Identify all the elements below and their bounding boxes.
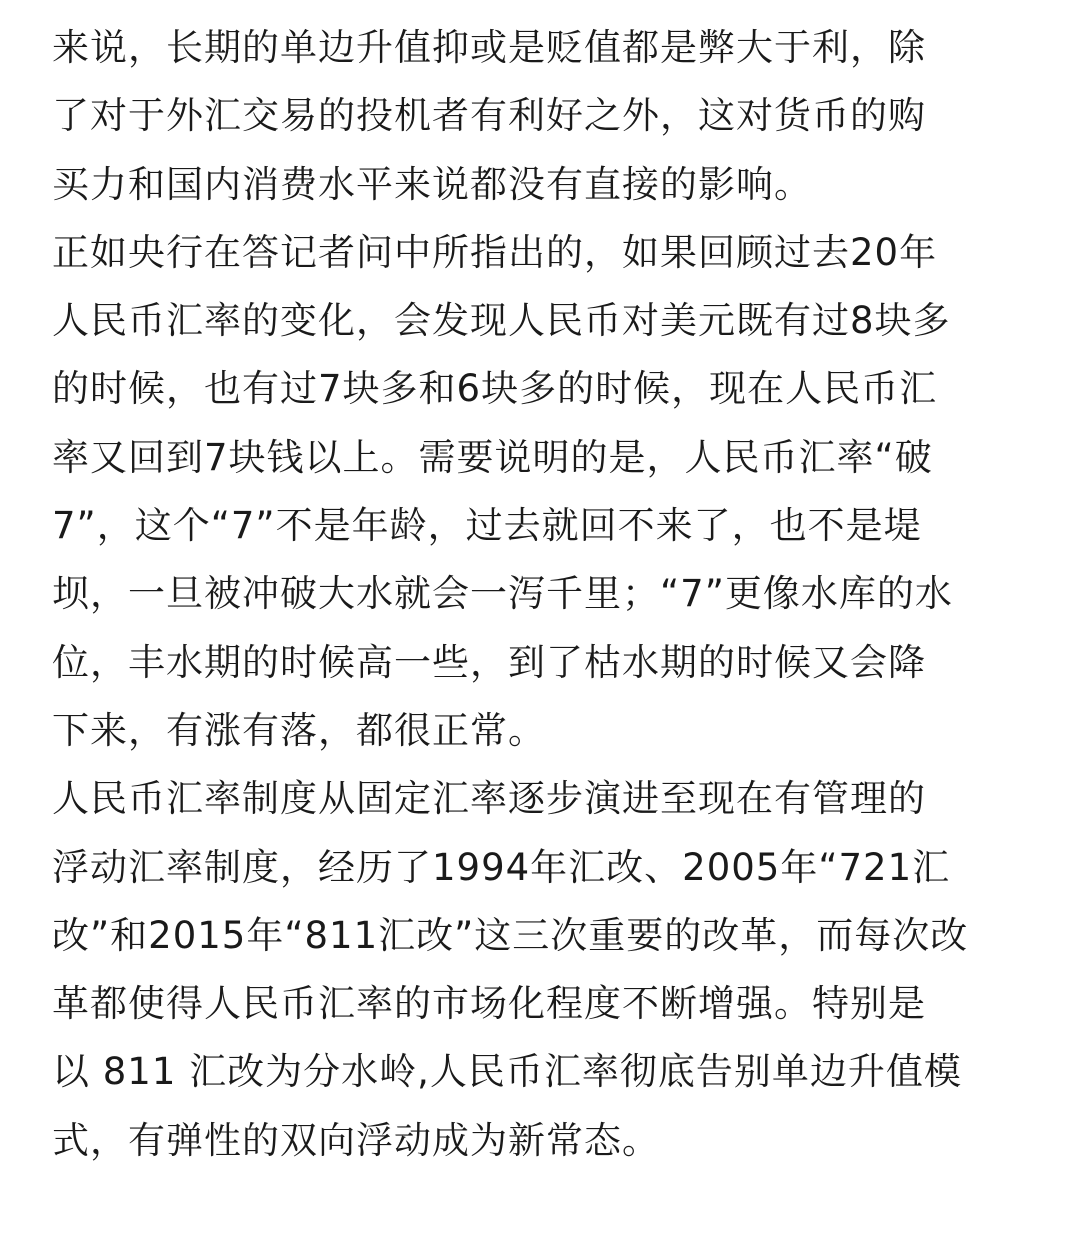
paragraph-2 xyxy=(52,219,1030,765)
text-line: 革都使得人民币汇率的市场化程度不断增强。特别是 xyxy=(52,982,926,1026)
text-line: 坝，一旦被冲破大水就会一泻千里；“7”更像水库的水 xyxy=(52,572,953,616)
text-line: 来说，长期的单边升值抑或是贬值都是弊大于利，除 xyxy=(52,26,926,69)
text-line: 了对于外汇交易的投机者有利好之外，这对货币的购 xyxy=(52,94,926,138)
text-line: 人民币汇率制度从固定汇率逐步演进至现在有管理的 xyxy=(52,777,926,821)
text-line: 7”，这个“7”不是年龄，过去就回不来了，也不是堤 xyxy=(52,504,922,548)
text-line: 浮动汇率制度，经历了1994年汇改、2005年“721汇 xyxy=(52,845,951,889)
text-line: 买力和国内消费水平来说都没有直接的影响。 xyxy=(52,162,812,206)
text-line: 式，有弹性的双向浮动成为新常态。 xyxy=(52,1118,660,1162)
text-line: 下来，有涨有落，都很正常。 xyxy=(52,708,546,752)
text-line: 的时候，也有过7块多和6块多的时候，现在人民币汇 xyxy=(52,367,938,411)
text-line: 正如央行在答记者问中所指出的，如果回顾过去20年 xyxy=(52,230,938,274)
text-line: 以 811 汇改为分水岭,人民币汇率彻底告别单边升值模 xyxy=(52,1050,962,1094)
text-line: 人民币汇率的变化，会发现人民币对美元既有过8块多 xyxy=(52,299,951,343)
paragraph-1 xyxy=(52,14,1030,219)
article-body xyxy=(52,14,1030,1175)
text-line: 率又回到7块钱以上。需要说明的是，人民币汇率“破 xyxy=(52,435,933,479)
text-line: 改”和2015年“811汇改”这三次重要的改革，而每次改 xyxy=(52,913,969,957)
text-line: 位，丰水期的时候高一些，到了枯水期的时候又会降 xyxy=(52,640,926,684)
paragraph-3 xyxy=(52,765,1030,1175)
